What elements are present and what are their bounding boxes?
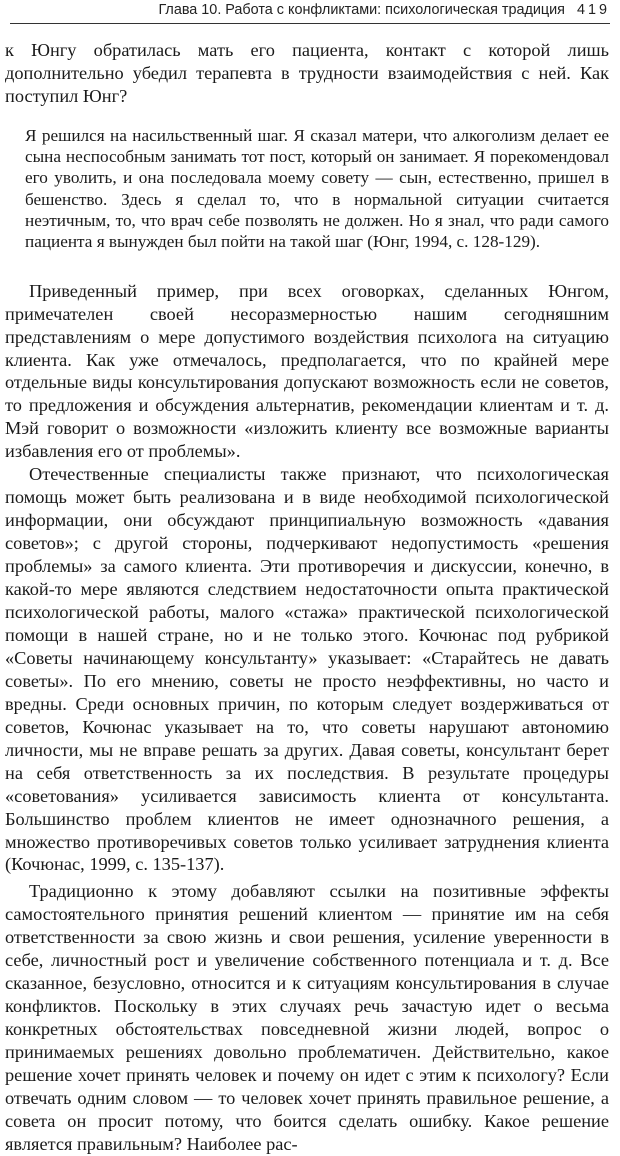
page-number: 419 (576, 2, 610, 18)
page-body (5, 39, 609, 1156)
block-quote: Я решился на насильственный шаг. Я сказал матери, что алкоголизм делает ее сына неспособным занимать тот пост, который он занимает. Я порекомендовал его уволить, и она последовала моему совету — сын, естественно, пришел в бешенство. Здесь я сделал то, что в нормальной ситуации считается неэтичным, то, что врач себе позволять не должен. Но я знал, что ради самого пациента я вынужден был пойти на такой шаг (Юнг, 1994, с. 128-129). (25, 125, 609, 252)
paragraph-1: Приведенный пример, при всех оговорках, сделанных Юнгом, примечателен своей несоразмерностью нашим сегодняшним представлениям о мере допустимого воздействия психолога на ситуацию клиента. Как уже отмечалось, предполагается, что по крайней мере отдельные виды консультирования допускают возможность если не советов, то предложения и обсуждения альтернатив, рекомендации клиентам и т. д. Мэй говорит о возможности «изложить клиенту все возможные варианты избавления его от проблемы». (5, 280, 609, 462)
paragraph-2: Отечественные специалисты также признают, что психологическая помощь может быть реализована и в виде необходимой психологической информации, они обсуждают принципиальную возможность «давания советов»; с другой стороны, подчеркивают недопустимость «решения проблемы» за самого клиента. Эти противоречия и дискуссии, конечно, в какой-то мере являются следствием недостаточности опыта практической психологической работы, малого «стажа» практической психологической помощи в нашей стране, но и не только этого. Кочюнас под рубрикой «Советы начинающему консультанту» указывает: «Старайтесь не давать советы». По его мнению, советы не просто неэффективны, но часто и вредны. Среди основных причин, по которым следует воздерживаться от советов, Кочюнас указывает на то, что советы нарушают автономию личности, мы не вправе решать за других. Давая советы, консультант берет на себя ответственность за их последствия. В результате процедуры «советования» усиливается зависимость клиента от консультанта. Большинство проблем клиентов не имеет однозначного решения, а множество противоречивых советов только усиливает затруднения клиента (Кочюнас, 1999, с. 135-137). (5, 464, 609, 875)
intro-paragraph: к Юнгу обратилась мать его пациента, контакт с которой лишь дополнительно убедил терапевта в трудности взаимодействия с ней. Как поступил Юнг? (5, 40, 609, 106)
running-header (10, 2, 610, 24)
paragraph-3: Традиционно к этому добавляют ссылки на позитивные эффекты самостоятельного принятия решений клиентом — принятие им на себя ответственности за свою жизнь и свои решения, усиление уверенности в себе, личностный рост и увеличение собственного потенциала и т. д. Все сказанное, безусловно, относится и к ситуациям консультирования в случае конфликтов. Поскольку в этих случаях речь зачастую идет о весьма конкретных обстоятельствах повседневной жизни людей, вопрос о принимаемых решениях довольно проблематичен. Действительно, какое решение хочет принять человек и почему он идет с этим к психологу? Если отвечать одним словом — то человек хочет принять правильное решение, а совета он просит потому, что боится сделать ошибку. Какое решение является правильным? Наиболее рас- (5, 881, 609, 1154)
chapter-title: Глава 10. Работа с конфликтами: психологическая традиция (158, 2, 565, 18)
